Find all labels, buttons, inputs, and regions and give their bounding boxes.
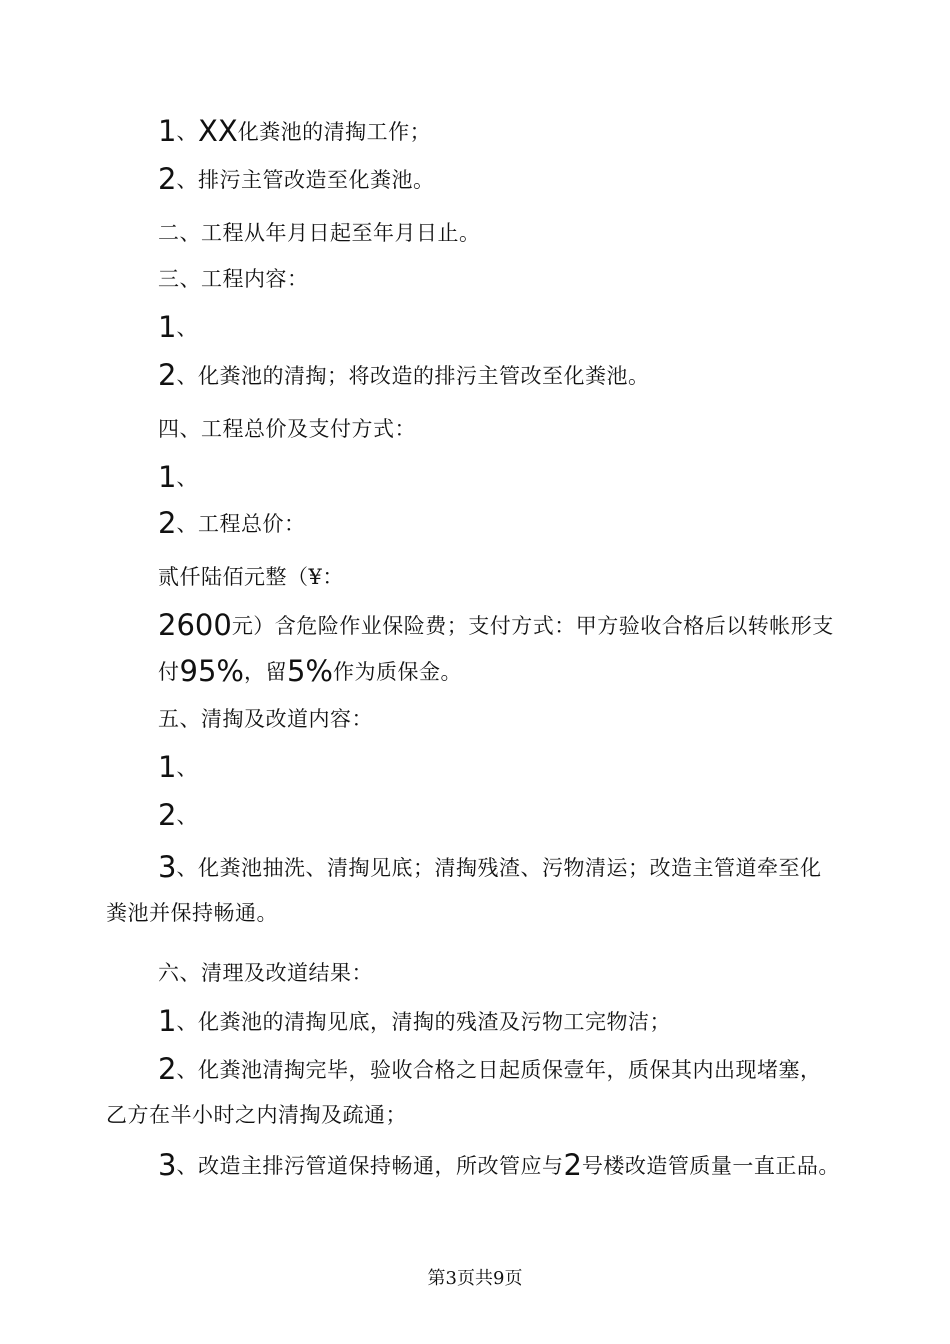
line-text: 、改造主排污管道保持畅通，所改管应与 (176, 1154, 564, 1178)
list-item-warranty (158, 1054, 950, 1085)
amount-number: 2600 (158, 608, 232, 642)
line-text: 贰仟陆佰元整（¥： (158, 565, 344, 589)
percent-number: 5% (286, 654, 333, 688)
line-text: 粪池并保持畅通。 (106, 901, 278, 925)
section-heading-result (158, 958, 950, 988)
page-footer: 第3页共9页 (427, 1268, 523, 1289)
text-line-pipe-modify (158, 164, 950, 195)
line-text: 、化粪池的清掏；将改造的排污主管改至化粪池。 (176, 364, 650, 388)
list-item-empty (158, 462, 950, 493)
line-text: 化粪池的清掏工作； (237, 120, 432, 144)
list-separator: 、 (176, 120, 198, 144)
percent-number: 95% (179, 654, 244, 688)
list-number: 3 (158, 1148, 177, 1182)
list-number: 2 (158, 798, 177, 832)
line-text: 、工程总价： (176, 512, 306, 536)
section-heading-clean-content (158, 704, 950, 734)
text-line-amount-words (158, 562, 950, 592)
text-line-amount-payment (158, 610, 950, 641)
line-text: 五、清掏及改道内容： (158, 707, 373, 731)
text-line-continuation (106, 898, 950, 928)
section-heading-price (158, 414, 950, 444)
section-heading-period (158, 218, 950, 248)
section-heading-content (158, 264, 950, 294)
list-item-clean-detail (158, 852, 950, 883)
list-item-empty (158, 800, 950, 831)
line-text: 、排污主管改造至化粪池。 (176, 168, 435, 192)
line-text: 号楼改造管质量一直正品。 (581, 1154, 840, 1178)
text-line-continuation (106, 1100, 950, 1130)
building-number: 2 (563, 1148, 582, 1182)
list-number: 1 (158, 750, 177, 784)
line-text: 六、清理及改道结果： (158, 961, 373, 985)
line-text: 元）含危险作业保险费；支付方式：甲方验收合格后以转帐形支 (231, 614, 834, 638)
list-item-result-clean (158, 1006, 950, 1037)
line-text: 、化粪池抽洗、清掏见底；清掏残渣、污物清运；改造主管道牵至化 (176, 856, 822, 880)
list-number: 2 (158, 1052, 177, 1086)
list-number: 1 (158, 114, 177, 148)
line-text: 、 (176, 804, 198, 828)
text-line-payment-split (158, 656, 950, 687)
line-text: 、 (176, 756, 198, 780)
text-line-xx-cleaning (158, 116, 950, 147)
line-text: 、化粪池清掏完毕，验收合格之日起质保壹年，质保其内出现堵塞， (176, 1058, 822, 1082)
list-number: 2 (158, 358, 177, 392)
line-text: 付 (158, 660, 180, 684)
list-number: 1 (158, 310, 177, 344)
line-text: 作为质保金。 (332, 660, 462, 684)
line-text: 、 (176, 466, 198, 490)
line-text: 二、工程从年月日起至年月日止。 (158, 221, 481, 245)
list-number: 3 (158, 850, 177, 884)
list-number: 2 (158, 162, 177, 196)
list-item-empty (158, 752, 950, 783)
list-item-empty (158, 312, 950, 343)
list-number: 2 (158, 506, 177, 540)
list-number: 1 (158, 460, 177, 494)
list-number: 1 (158, 1004, 177, 1038)
line-text: 四、工程总价及支付方式： (158, 417, 416, 441)
line-text: 、化粪池的清掏见底，清掏的残渣及污物工完物洁； (176, 1010, 671, 1034)
line-text: 、 (176, 316, 198, 340)
list-item-pipe-quality (158, 1150, 950, 1181)
line-text: 乙方在半小时之内清掏及疏通； (106, 1103, 407, 1127)
line-text: ，留 (243, 660, 287, 684)
line-text: 三、工程内容： (158, 267, 309, 291)
placeholder-xx: XX (197, 114, 238, 148)
list-item-total-price (158, 508, 950, 539)
list-item-cleaning (158, 360, 950, 391)
